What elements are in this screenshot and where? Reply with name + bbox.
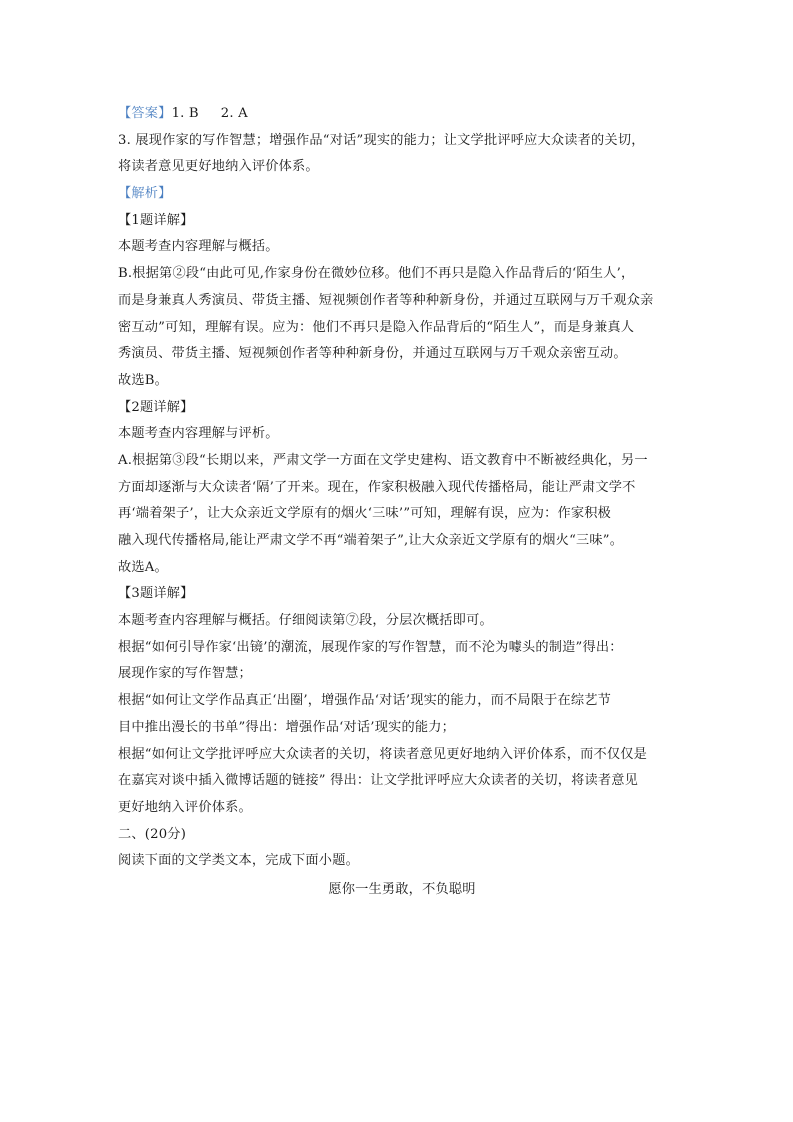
q3-heading: 【3题详解】 [118,586,194,602]
answer-line [118,101,686,128]
q2-text-line: 本题考查内容理解与评析。 [118,426,279,442]
q2-text-line: A.根据第③段“长期以来，严肃文学一方面在文学史建构、语文教育中不断被经典化，另一 [118,452,648,468]
q3-text-line: 在嘉宾对谈中插入微博话题的链接” 得出：让文学批评呼应大众读者的关切，将读者意见 [118,773,639,789]
q3-text-line: 更好地纳入评价体系。 [118,799,252,815]
answer-q1-q2: 1. B 2. A [171,106,248,121]
q1-text-line: 密互动”可知，理解有误。应为：他们不再只是隐入作品背后的“陌生人”，而是身兼真人 [118,319,635,335]
q3-text-line: 展现作家的写作智慧； [118,666,252,682]
passage-title: 愿你一生勇敢，不负聪明 [328,881,476,897]
document-page [118,101,686,904]
q3-text-line: 本题考查内容理解与概括。仔细阅读第⑦段，分层次概括即可。 [118,613,493,629]
answer-q3-line-2: 将读者意见更好地纳入评价体系。 [118,159,319,175]
answer-q3-line-1: 3. 展现作家的写作智慧；增强作品“对话”现实的能力；让文学批评呼应大众读者的关切， [118,132,645,148]
section-2-heading: 二、(20分) [118,826,187,842]
q3-text-line: 根据“如何让文学批评呼应大众读者的关切，将读者意见更好地纳入评价体系，而不仅仅是 [118,746,648,762]
analysis-label: 【解析】 [118,186,172,202]
q3-text-line: 目中推出漫长的书单”得出：增强作品‘对话’现实的能力； [118,719,456,735]
section-2-instruction: 阅读下面的文学类文本，完成下面小题。 [118,853,359,869]
q3-text-line: 根据“如何引导作家‘出镜’的潮流，展现作家的写作智慧，而不沦为噱头的制造”得出： [118,639,623,655]
q2-heading: 【2题详解】 [118,399,194,415]
q1-text-line: 故选B。 [118,372,169,388]
q3-text-line: 根据“如何让文学作品真正‘出圈’，增强作品‘对话’现实的能力，而不局限于在综艺节 [118,693,612,709]
q2-text-line: 融入现代传播格局,能让严肃文学不再“端着架子”,让大众亲近文学原有的烟火“三味”。 [118,533,624,548]
q2-text-line: 故选A。 [118,559,168,575]
answer-label: 【答案】 [118,106,172,121]
q2-text-line: 再‘端着架子’，让大众亲近文学原有的烟火‘三味’”可知，理解有误，应为：作家积极 [118,506,612,522]
q1-text-line: 而是身兼真人秀演员、带货主播、短视频创作者等种种新身份，并通过互联网与万千观众亲 [118,292,654,308]
q1-text-line: 秀演员、带货主播、短视频创作者等种种新身份，并通过互联网与万千观众亲密互动。 [118,346,627,362]
q1-text-line: B.根据第②段“由此可见,作家身份在微妙位移。他们不再只是隐入作品背后的‘陌生人’， [118,266,635,282]
q1-text-line: 本题考查内容理解与概括。 [118,239,279,255]
q2-text-line: 方面却逐渐与大众读者‘隔’了开来。现在，作家积极融入现代传播格局，能让严肃文学不 [118,479,636,495]
q1-heading: 【1题详解】 [118,212,194,228]
